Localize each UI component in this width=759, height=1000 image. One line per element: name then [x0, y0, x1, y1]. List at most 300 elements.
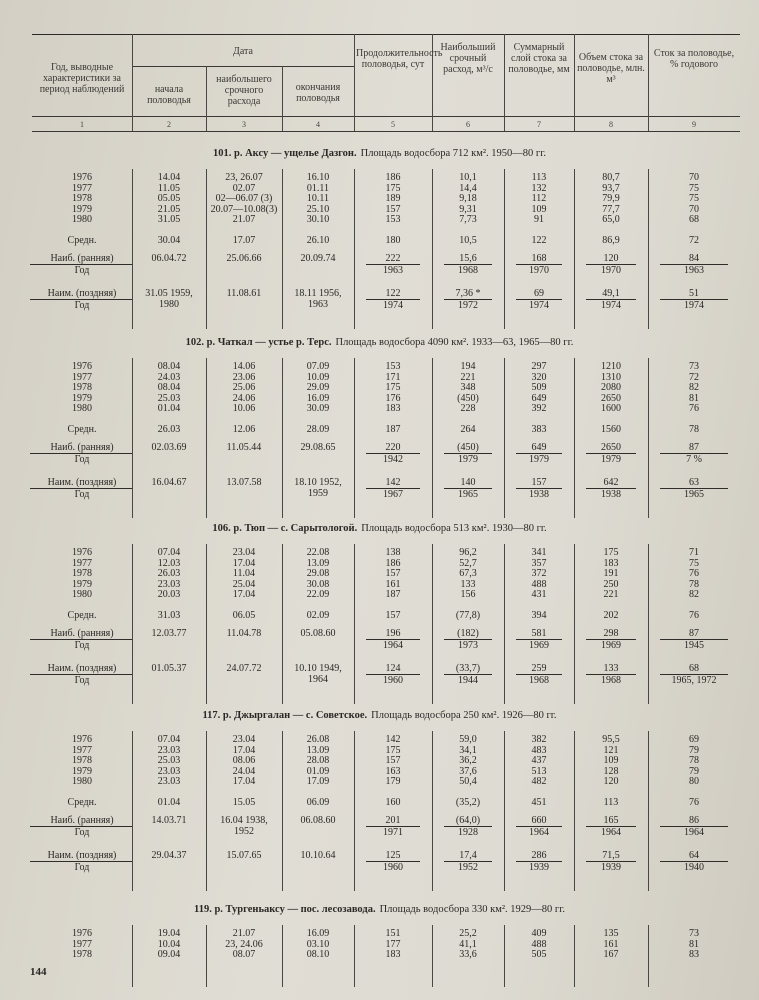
data-cell: 05.05: [157, 193, 181, 204]
max-year-cell: 1979: [529, 454, 549, 465]
column-number: 8: [609, 120, 613, 129]
column-divider: [574, 358, 575, 518]
mean-cell: 01.04: [157, 797, 181, 808]
data-cell: 82: [689, 589, 699, 600]
min-cell: 63: [689, 477, 699, 488]
data-cell: 221: [603, 589, 619, 600]
min-year-cell: 1960: [383, 862, 403, 873]
data-cell: 59,0: [459, 734, 477, 745]
mean-cell: 113: [603, 797, 619, 808]
data-cell: 175: [385, 382, 401, 393]
max-year-cell: 1964: [383, 640, 403, 651]
column-divider: [432, 544, 433, 704]
data-cell: 157: [385, 755, 401, 766]
data-cell: 488: [531, 578, 547, 590]
data-cell: 25.04: [232, 578, 256, 590]
max-cell: 25.06.66: [226, 253, 262, 264]
mean-cell: 122: [531, 235, 547, 246]
min-cell: 13.07.58: [226, 477, 262, 488]
station-name: 106. р. Тюп — с. Сарытологой.: [212, 523, 358, 534]
data-cell: 228: [460, 403, 476, 414]
year-cell: 1978: [72, 755, 92, 766]
max-label: Наиб. (ранняя): [50, 815, 114, 826]
year-cell: 1978: [72, 193, 92, 204]
data-cell: 138: [385, 547, 401, 558]
section-title: [0, 904, 759, 915]
data-cell: 112: [531, 193, 547, 204]
max-cell: 15,6: [459, 253, 477, 264]
column-divider: [648, 925, 649, 987]
min-year-cell: 1939: [529, 862, 549, 873]
data-cell: 175: [385, 744, 401, 756]
min-year-cell: 1960: [383, 675, 403, 686]
mean-cell: 160: [385, 797, 401, 808]
data-cell: 29.08: [306, 568, 330, 579]
min-cell: 124: [385, 663, 401, 674]
data-cell: 120: [603, 776, 619, 787]
min-extra-cell: 1959: [308, 488, 328, 499]
data-cell: 30.09: [306, 403, 330, 414]
min-cell: 286: [531, 850, 547, 861]
max-cell: 05.08.60: [300, 628, 336, 639]
mean-cell: 30.04: [157, 235, 181, 246]
mean-cell: 76: [689, 610, 699, 621]
data-cell: 183: [385, 949, 401, 960]
max-cell: 660: [531, 815, 547, 826]
data-cell: 132: [531, 182, 547, 194]
data-cell: 95,5: [602, 734, 620, 745]
column-divider: [206, 731, 207, 891]
data-cell: 79: [689, 765, 699, 777]
section-title: [0, 337, 759, 348]
min-year-label: Год: [74, 300, 90, 311]
year-cell: 1979: [72, 392, 92, 404]
data-cell: 179: [385, 776, 401, 787]
data-cell: 23.03: [157, 776, 181, 787]
data-cell: 513: [531, 765, 547, 777]
min-cell: 51: [689, 288, 699, 299]
data-cell: 175: [385, 182, 401, 194]
data-cell: 08.10: [306, 949, 330, 960]
header-divider: [354, 34, 355, 131]
year-cell: 1979: [72, 203, 92, 215]
data-cell: 113: [531, 172, 547, 183]
max-year-cell: 1979: [458, 454, 478, 465]
data-cell: 183: [385, 403, 401, 414]
data-cell: 9,31: [459, 203, 477, 215]
max-year-cell: 1969: [601, 640, 621, 651]
min-cell: 122: [385, 288, 401, 299]
data-cell: 22.08: [306, 547, 330, 558]
data-cell: 17.04: [232, 744, 256, 756]
header-divider: [574, 34, 575, 131]
max-cell: 298: [603, 628, 619, 639]
year-cell: 1979: [72, 578, 92, 590]
mean-cell: 76: [689, 797, 699, 808]
section-title: [0, 523, 759, 534]
max-cell: (64,0): [455, 815, 481, 826]
data-cell: 109: [531, 203, 547, 215]
data-cell: 11.04: [232, 568, 256, 579]
column-number: 9: [692, 120, 696, 129]
year-cell: 1977: [72, 744, 92, 756]
data-cell: 23.03: [157, 578, 181, 590]
header-col8: Объем стока за половодье, млн. м³: [577, 52, 645, 85]
min-cell: 642: [603, 477, 619, 488]
data-cell: 221: [460, 371, 476, 383]
data-cell: 505: [531, 949, 547, 960]
data-cell: 73: [689, 928, 699, 939]
data-cell: 161: [603, 938, 619, 950]
mean-label: Средн.: [67, 797, 97, 808]
mean-cell: 31.03: [157, 610, 181, 621]
column-divider: [206, 544, 207, 704]
data-cell: 08.04: [157, 361, 181, 372]
data-cell: 52,7: [459, 557, 477, 569]
data-cell: 482: [531, 776, 547, 787]
data-cell: 81: [689, 392, 699, 404]
column-number: 7: [537, 120, 541, 129]
column-divider: [648, 731, 649, 891]
header-col2: начала половодья: [147, 84, 191, 106]
column-divider: [282, 731, 283, 891]
data-cell: 30.08: [306, 578, 330, 590]
max-cell: 649: [531, 442, 547, 453]
mean-cell: 12.06: [232, 424, 256, 435]
min-cell: 259: [531, 663, 547, 674]
min-cell: 18.11 1956,: [294, 288, 342, 299]
column-divider: [648, 544, 649, 704]
column-divider: [206, 925, 207, 987]
data-cell: 80,7: [602, 172, 620, 183]
mean-cell: 187: [385, 424, 401, 435]
data-cell: 50,4: [459, 776, 477, 787]
max-cell: 168: [531, 253, 547, 264]
data-cell: 09.04: [157, 949, 181, 960]
mean-cell: 72: [689, 235, 699, 246]
min-label: Наим. (поздняя): [47, 663, 117, 674]
data-cell: 25.06: [232, 382, 256, 393]
data-cell: 17.04: [232, 589, 256, 600]
data-cell: 34,1: [459, 744, 477, 756]
max-cell: 87: [689, 442, 699, 453]
column-divider: [504, 544, 505, 704]
column-divider: [574, 544, 575, 704]
max-cell: 196: [385, 628, 401, 639]
column-number: 4: [316, 120, 320, 129]
data-cell: 357: [531, 557, 547, 569]
mean-cell: 17.07: [232, 235, 256, 246]
column-number: 5: [391, 120, 395, 129]
data-cell: 20.03: [157, 589, 181, 600]
data-cell: 161: [385, 578, 401, 590]
max-cell: 02.03.69: [151, 442, 187, 453]
mean-cell: 26.10: [306, 235, 330, 246]
data-cell: 488: [531, 938, 547, 950]
min-year-cell: 1968: [601, 675, 621, 686]
data-cell: 409: [531, 928, 547, 939]
column-number: 1: [80, 120, 84, 129]
header-divider: [504, 34, 505, 131]
data-cell: 96,2: [459, 547, 477, 558]
data-cell: 392: [531, 403, 547, 414]
max-cell: (450): [457, 442, 479, 453]
column-divider: [432, 731, 433, 891]
min-year-label: Год: [74, 489, 90, 500]
data-cell: 11.05: [157, 182, 181, 194]
data-cell: 16.09: [306, 392, 330, 404]
station-subtitle: Площадь водосбора 513 км². 1930—80 гг.: [361, 523, 547, 534]
mean-cell: 06.09: [306, 797, 330, 808]
min-year-cell: 1974: [601, 300, 621, 311]
year-cell: 1976: [72, 172, 92, 183]
data-cell: 67,3: [459, 568, 477, 579]
data-cell: 20.07—10.08(3): [210, 203, 278, 215]
min-cell: 11.08.61: [226, 288, 262, 299]
min-year-label: Год: [74, 675, 90, 686]
data-cell: 31.05: [157, 214, 181, 225]
year-cell: 1978: [72, 949, 92, 960]
data-cell: 128: [603, 765, 619, 777]
data-cell: 186: [385, 557, 401, 569]
data-cell: 30.10: [306, 214, 330, 225]
data-cell: 08.06: [232, 755, 256, 766]
min-cell: 29.04.37: [151, 850, 187, 861]
data-cell: 156: [460, 589, 476, 600]
min-cell: 31.05 1959,: [145, 288, 193, 299]
data-cell: 431: [531, 589, 547, 600]
mean-cell: (35,2): [455, 797, 481, 808]
station-subtitle: Площадь водосбора 330 км². 1929—80 гг.: [379, 904, 565, 915]
column-divider: [574, 925, 575, 987]
data-cell: 68: [689, 214, 699, 225]
max-cell: 220: [385, 442, 401, 453]
min-cell: 10.10.64: [300, 850, 336, 861]
data-cell: 70: [689, 172, 699, 183]
min-cell: 64: [689, 850, 699, 861]
data-cell: 21.07: [232, 214, 256, 225]
station-name: 101. р. Аксу — ущелье Дазгон.: [212, 148, 357, 159]
station-name: 102. р. Чаткал — устье р. Терс.: [185, 337, 332, 348]
station-subtitle: Площадь водосбора 250 км². 1926—80 гг.: [371, 710, 557, 721]
data-cell: (450): [457, 392, 479, 404]
header-col7: Суммарный слой стока за половодье, мм: [508, 42, 570, 75]
column-divider: [132, 169, 133, 329]
data-cell: 28.08: [306, 755, 330, 766]
data-cell: 14.04: [157, 172, 181, 183]
min-cell: 7,36 *: [455, 288, 481, 299]
min-cell: 01.05.37: [151, 663, 187, 674]
data-cell: 23.03: [157, 765, 181, 777]
max-cell: 201: [385, 815, 401, 826]
year-cell: 1980: [72, 589, 92, 600]
column-divider: [282, 358, 283, 518]
header-col4: окончания половодья: [295, 82, 341, 104]
data-cell: 151: [385, 928, 401, 939]
header-number-rule: [32, 131, 740, 132]
max-cell: 20.09.74: [300, 253, 336, 264]
data-cell: 176: [385, 392, 401, 404]
min-extra-cell: 1980: [159, 299, 179, 310]
data-cell: 72: [689, 371, 699, 383]
min-cell: 142: [385, 477, 401, 488]
column-divider: [354, 731, 355, 891]
year-cell: 1979: [72, 765, 92, 777]
column-number: 6: [466, 120, 470, 129]
mean-cell: 180: [385, 235, 401, 246]
max-year-cell: 1928: [458, 827, 478, 838]
min-extra-cell: 1963: [308, 299, 328, 310]
max-cell: 14.03.71: [151, 815, 187, 826]
mean-cell: 26.03: [157, 424, 181, 435]
column-divider: [354, 925, 355, 987]
column-divider: [648, 358, 649, 518]
min-year-cell: 1974: [684, 300, 704, 311]
max-cell: 84: [689, 253, 699, 264]
data-cell: 76: [689, 403, 699, 414]
data-cell: 23.06: [232, 371, 256, 383]
max-label: Наиб. (ранняя): [50, 628, 114, 639]
data-cell: 93,7: [602, 182, 620, 194]
min-year-cell: 1965: [684, 489, 704, 500]
data-cell: 109: [603, 755, 619, 766]
min-cell: 125: [385, 850, 401, 861]
header-col6: Наибольший срочный расход, м³/с: [440, 42, 496, 75]
min-extra-cell: 1964: [308, 674, 328, 685]
data-cell: 01.04: [157, 403, 181, 414]
data-cell: 135: [603, 928, 619, 939]
data-cell: 372: [531, 568, 547, 579]
data-cell: 75: [689, 182, 699, 194]
min-year-cell: 1938: [529, 489, 549, 500]
data-cell: 76: [689, 568, 699, 579]
data-cell: 1210: [601, 361, 621, 372]
data-cell: 16.10: [306, 172, 330, 183]
min-cell: 49,1: [602, 288, 620, 299]
data-cell: 17.04: [232, 557, 256, 569]
column-divider: [282, 925, 283, 987]
station-name: 119. р. Тургеньаксу — пос. лесозавода.: [194, 904, 376, 915]
page-number: 144: [30, 966, 47, 978]
data-cell: 26.08: [306, 734, 330, 745]
data-cell: 77,7: [602, 203, 620, 215]
data-cell: 13.09: [306, 557, 330, 569]
max-cell: 16.04 1938,: [220, 815, 268, 826]
data-cell: 07.04: [157, 547, 181, 558]
header-top-rule: [32, 34, 740, 35]
data-cell: 382: [531, 734, 547, 745]
data-cell: 16.09: [306, 928, 330, 939]
data-cell: 167: [603, 949, 619, 960]
data-cell: 19.04: [157, 928, 181, 939]
data-cell: 23.03: [157, 744, 181, 756]
min-cell: (33,7): [455, 663, 481, 674]
min-year-cell: 1965: [458, 489, 478, 500]
data-cell: 24.03: [157, 371, 181, 383]
mean-cell: 451: [531, 797, 547, 808]
data-cell: 03.10: [306, 938, 330, 950]
min-cell: 133: [603, 663, 619, 674]
data-cell: 483: [531, 744, 547, 756]
column-divider: [504, 925, 505, 987]
mean-label: Средн.: [67, 424, 97, 435]
max-cell: 11.05.44: [226, 442, 262, 453]
column-divider: [132, 731, 133, 891]
header-col5: Продолжительность половодья, сут: [356, 48, 443, 70]
min-cell: 68: [689, 663, 699, 674]
max-cell: 581: [531, 628, 547, 639]
data-cell: 10,1: [459, 172, 477, 183]
max-year-cell: 1973: [458, 640, 478, 651]
data-cell: 194: [460, 361, 476, 372]
max-cell: 06.08.60: [300, 815, 336, 826]
min-year-cell: 1974: [383, 300, 403, 311]
column-divider: [504, 169, 505, 329]
min-cell: 16.04.67: [151, 477, 187, 488]
data-cell: 186: [385, 172, 401, 183]
min-year-cell: 1938: [601, 489, 621, 500]
mean-cell: 86,9: [602, 235, 620, 246]
header-divider: [132, 34, 133, 131]
data-cell: 21.05: [157, 203, 181, 215]
data-cell: 157: [385, 568, 401, 579]
data-cell: 81: [689, 938, 699, 950]
date-group-rule: [132, 66, 354, 67]
data-cell: 13.09: [306, 744, 330, 756]
data-cell: 10.06: [232, 403, 256, 414]
data-cell: 121: [603, 744, 619, 756]
data-cell: 25.03: [157, 392, 181, 404]
year-cell: 1977: [72, 557, 92, 569]
max-cell: 2650: [601, 442, 621, 453]
data-cell: 73: [689, 361, 699, 372]
data-cell: 01.09: [306, 765, 330, 777]
year-cell: 1977: [72, 371, 92, 383]
data-cell: 91: [534, 214, 544, 225]
data-cell: 25.03: [157, 755, 181, 766]
data-cell: 191: [603, 568, 619, 579]
column-divider: [504, 731, 505, 891]
header-rule: [32, 116, 740, 117]
column-number: 3: [242, 120, 246, 129]
data-cell: 171: [385, 371, 401, 383]
data-cell: 01.11: [306, 182, 330, 194]
data-cell: 177: [385, 938, 401, 950]
column-divider: [354, 169, 355, 329]
header-date-group: Дата: [233, 46, 253, 57]
data-cell: 250: [603, 578, 619, 590]
station-name: 117. р. Джыргалан — с. Советское.: [202, 710, 368, 721]
max-year-label: Год: [74, 640, 90, 651]
min-cell: 17,4: [459, 850, 477, 861]
min-year-cell: 1974: [529, 300, 549, 311]
data-cell: 65,0: [602, 214, 620, 225]
data-cell: 14.06: [232, 361, 256, 372]
mean-label: Средн.: [67, 235, 97, 246]
data-cell: 23, 26.07: [225, 172, 263, 183]
column-divider: [132, 358, 133, 518]
max-cell: 120: [603, 253, 619, 264]
data-cell: 07.09: [306, 361, 330, 372]
data-cell: 183: [603, 557, 619, 569]
min-cell: 157: [531, 477, 547, 488]
header-divider: [282, 66, 283, 131]
min-cell: 15.07.65: [226, 850, 262, 861]
max-year-label: Год: [74, 454, 90, 465]
column-divider: [432, 169, 433, 329]
data-cell: 23.04: [232, 734, 256, 745]
data-cell: 07.04: [157, 734, 181, 745]
